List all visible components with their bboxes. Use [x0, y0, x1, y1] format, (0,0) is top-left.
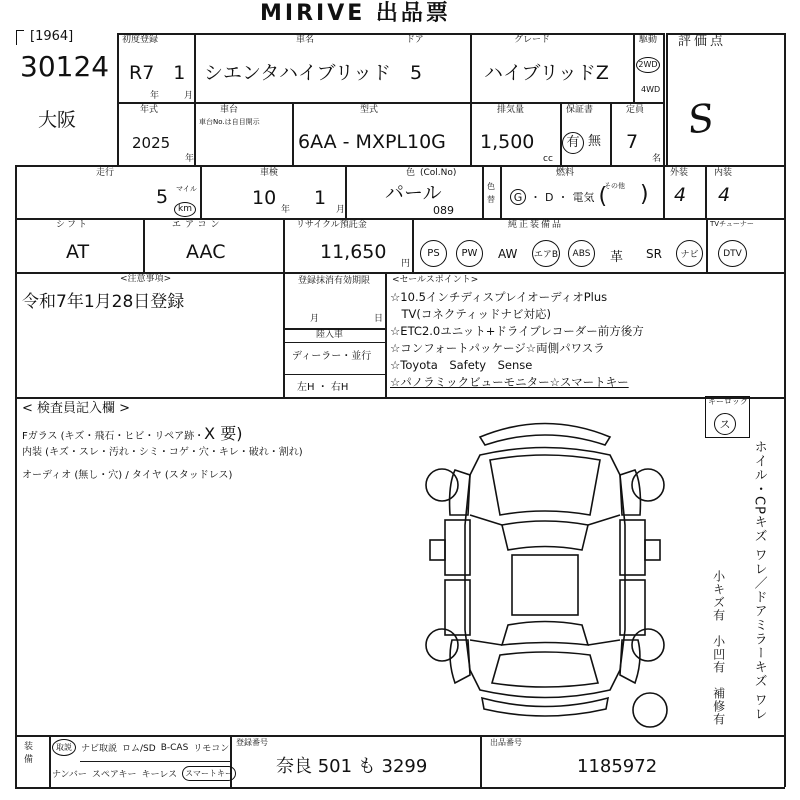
audio-tire-note: オーディオ (無し・穴) / タイヤ (スタッドレス) [22, 470, 233, 481]
color-change-label: 色替 [487, 182, 495, 204]
equipment-label: 純正装備品 [508, 220, 564, 230]
sales-point: ☆10.5インチディスプレイオーディオPlus [390, 290, 608, 304]
transfer-label: 登録抹消有効期限 [298, 276, 371, 286]
lot-number: 30124 [20, 50, 110, 83]
lot-code: [1964] [30, 29, 74, 44]
first-reg-month-unit: 月 [184, 91, 194, 101]
key-lock-mark: ス [714, 413, 736, 435]
grade-value: ハイブリッドZ [484, 62, 609, 84]
drive-4wd: 4WD [641, 85, 661, 94]
doors-label: ドア [406, 35, 424, 45]
model-value: 6AA - MXPL10G [298, 131, 446, 153]
sales-point: ☆パノラミックビューモニター☆スマートキー [390, 375, 629, 389]
mileage-value: 5 [156, 186, 169, 208]
sales-point: TV(コネクティッドナビ対応) [390, 307, 551, 321]
model-label: 型式 [360, 105, 379, 115]
model-year-label: 年式 [140, 105, 159, 115]
shaken-label: 車検 [260, 168, 279, 178]
option-number-plate: ナンバー [52, 770, 87, 780]
doors-value: 5 [410, 62, 423, 84]
key-lock-label: キーロック [708, 397, 748, 406]
serial-no-label: 出品番号 [490, 738, 522, 747]
shift-value: AT [66, 241, 90, 263]
fuel-paren-close: ) [640, 182, 649, 207]
mileage-label: 走行 [96, 168, 115, 178]
options-row-2 [52, 766, 236, 781]
fuel-electric: 電気 [572, 191, 595, 204]
color-value: パール [385, 182, 442, 204]
page-title: MIRIVE 出品票 [260, 1, 451, 26]
mileage-unit-alt: マイル [176, 185, 197, 193]
chassis-note: 車台No.は自目開示 [199, 118, 260, 126]
option-smart-key: スマートキー [182, 766, 236, 781]
recycle-label: リサイクル預託金 [296, 220, 367, 230]
shaken-year: 10 [252, 187, 277, 209]
equipment-sr: SR [646, 247, 662, 261]
transfer-month: 月 [310, 314, 320, 324]
warranty-label: 保証書 [566, 105, 594, 115]
handle-side: 左H ・ 右H [297, 382, 349, 393]
grade-label: グレード [514, 35, 551, 45]
ac-label: エアコン [172, 220, 224, 230]
serial-no-value: 1185972 [577, 756, 658, 777]
recycle-unit: 円 [401, 259, 411, 269]
sales-point: ☆ETC2.0ユニット+ドライブレコーダー前方後方 [390, 324, 644, 338]
chassis-label: 車台 [220, 105, 239, 115]
capacity-value: 7 [626, 131, 639, 153]
sales-point: ☆コンフォートパッケージ☆両側パワスラ [390, 341, 605, 355]
option-bcas: B-CAS [160, 742, 189, 753]
interior-label: 内装 [714, 168, 733, 178]
drive-label: 駆動 [639, 35, 658, 45]
equipment-navi: ナビ [676, 240, 703, 267]
displacement-unit: cc [543, 154, 553, 164]
option-remote: リモコン [193, 744, 230, 754]
ac-value: AAC [186, 241, 226, 263]
fuel-label: 燃料 [556, 168, 575, 178]
color-code-label: (Col.No) [420, 168, 457, 178]
model-year-unit: 年 [185, 154, 195, 164]
color-label: 色 [406, 168, 416, 178]
fuel-gasoline: G [510, 189, 526, 205]
equipment-airbag: エアB [532, 240, 560, 267]
color-code-value: 089 [433, 204, 454, 217]
exterior-label: 外装 [670, 168, 689, 178]
sales-point: ☆Toyota Safety Sense [390, 358, 533, 372]
first-reg-year-unit: 年 [150, 91, 160, 101]
equipment-abs: ABS [568, 240, 595, 267]
car-damage-diagram [420, 415, 670, 730]
equipment-leather: 革 [610, 250, 624, 265]
car-name-value: シエンタハイブリッド [204, 62, 391, 84]
notes-label: <注意事項> [120, 274, 172, 284]
options-row-1 [52, 739, 229, 756]
model-year-value: 2025 [132, 134, 171, 152]
option-manual: 取説 [52, 739, 76, 756]
option-navi-manual: ナビ取説 [81, 744, 118, 754]
mileage-unit: km [174, 196, 196, 217]
shaken-month-unit: 月 [336, 205, 346, 215]
equipment-dtv: DTV [718, 240, 747, 267]
interior-value: 4 [718, 184, 731, 206]
warranty-no: 無 [588, 134, 602, 149]
option-rom-sd: ロム/SD [122, 744, 156, 754]
reg-no-value: 奈良 501 も 3299 [276, 756, 428, 777]
transfer-day: 日 [374, 314, 384, 324]
eval-label: 評価点 [678, 34, 727, 49]
shift-label: シフト [56, 220, 90, 230]
option-keyless: キーレス [141, 770, 178, 780]
displacement-label: 排気量 [497, 105, 525, 115]
equipment-list [418, 238, 706, 268]
options-label: 装備 [24, 742, 34, 765]
glass-note: Fガラス (キズ・飛石・ヒビ・リペア跡・X 要) [22, 424, 243, 443]
shaken-month: 1 [314, 187, 327, 209]
fuel-diesel: D [545, 190, 554, 204]
delivery-label: 陸入車 [316, 330, 344, 340]
eval-score: S [685, 95, 717, 143]
capacity-unit: 名 [652, 154, 662, 164]
equipment-pw: PW [456, 240, 483, 267]
first-reg-value: R7 1 [129, 62, 186, 84]
side-note-damage: 小キズ有 小凹有 補修有 [711, 570, 726, 726]
tuner-label: TVチューナー [710, 220, 754, 228]
interior-note: 内装 (キズ・スレ・汚れ・シミ・コゲ・穴・キレ・破れ・割れ) [22, 447, 303, 458]
shaken-year-unit: 年 [281, 205, 291, 215]
car-name-label: 車名 [296, 35, 315, 45]
inspector-label: < 検査員記入欄 > [22, 401, 131, 416]
equipment-aw: AW [498, 247, 518, 261]
equipment-ps: PS [420, 240, 447, 267]
displacement-value: 1,500 [480, 131, 535, 153]
lot-location: 大阪 [38, 109, 77, 131]
recycle-value: 11,650 [320, 241, 387, 263]
spare-tire-icon [630, 690, 670, 730]
reg-no-label: 登録番号 [236, 738, 268, 747]
drive-2wd: 2WD [636, 52, 660, 73]
first-reg-label: 初度登録 [122, 35, 159, 45]
fuel-options: G ・ D ・ 電気 ( [510, 186, 607, 208]
warranty-yes: 有 [562, 131, 584, 154]
lot-corner-mark [16, 30, 24, 45]
exterior-value: 4 [674, 184, 687, 206]
notes-text: 令和7年1月28日登録 [22, 292, 185, 312]
dealer-parallel: ディーラー・並行 [292, 351, 372, 362]
fuel-other: その他 [604, 182, 625, 190]
capacity-label: 定員 [626, 105, 645, 115]
sales-points-list [390, 292, 644, 394]
side-note-wheel-mirror: ホイル・CPキズ ワレ／ドアミラーキズ ワレ [751, 440, 767, 722]
sales-points-label: <セールスポイント> [392, 275, 479, 285]
option-spare-key: スペアキー [91, 770, 137, 780]
